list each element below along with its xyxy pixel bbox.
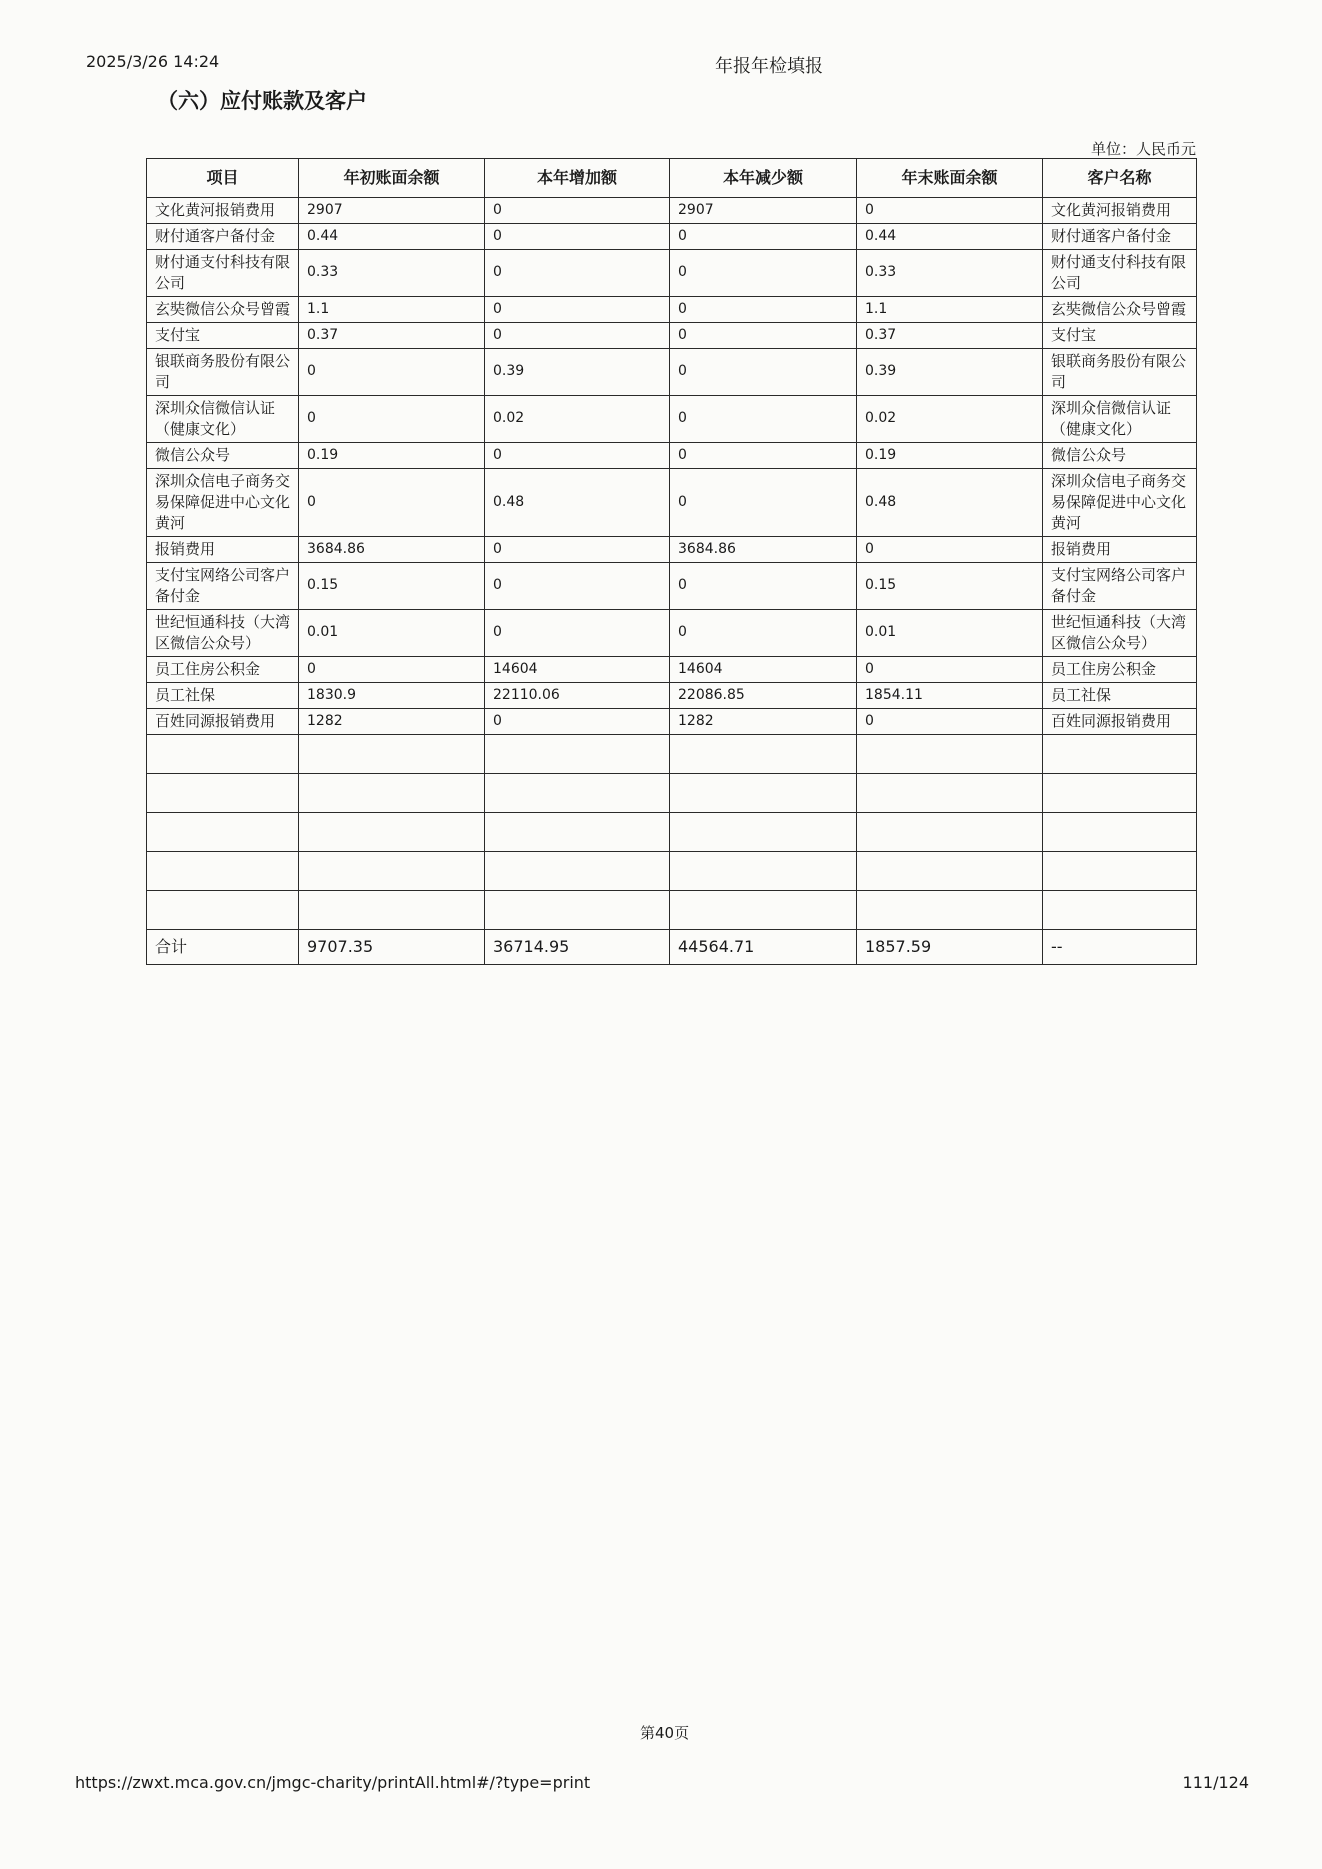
increase-cell: 0 xyxy=(485,443,670,469)
closing-balance-cell: 0.02 xyxy=(857,396,1043,443)
decrease-cell: 0 xyxy=(670,349,857,396)
increase-cell: 0 xyxy=(485,563,670,610)
item-cell: 文化黄河报销费用 xyxy=(147,198,299,224)
customer-cell: 世纪恒通科技（大湾区微信公众号） xyxy=(1043,610,1197,657)
print-date: 2025/3/26 14:24 xyxy=(86,52,220,71)
decrease-cell: 0 xyxy=(670,563,857,610)
decrease-cell: 0 xyxy=(670,396,857,443)
closing-balance-cell: 0.48 xyxy=(857,469,1043,537)
item-cell: 微信公众号 xyxy=(147,443,299,469)
column-header: 本年减少额 xyxy=(670,159,857,198)
customer-cell: 百姓同源报销费用 xyxy=(1043,709,1197,735)
total-label: 合计 xyxy=(147,930,299,965)
table-row xyxy=(147,198,1197,224)
empty-row xyxy=(147,852,1197,891)
closing-balance-cell: 0.19 xyxy=(857,443,1043,469)
table-row xyxy=(147,224,1197,250)
item-cell: 财付通客户备付金 xyxy=(147,224,299,250)
increase-cell: 0 xyxy=(485,198,670,224)
closing-balance-cell: 0 xyxy=(857,709,1043,735)
customer-cell: 财付通支付科技有限公司 xyxy=(1043,250,1197,297)
footer-page-count: 111/124 xyxy=(1182,1773,1249,1792)
column-header: 年末账面余额 xyxy=(857,159,1043,198)
section-title: （六）应付账款及客户 xyxy=(157,89,367,113)
increase-cell: 0 xyxy=(485,297,670,323)
increase-cell: 0 xyxy=(485,323,670,349)
opening-balance-cell: 3684.86 xyxy=(299,537,485,563)
total-row xyxy=(147,930,1197,965)
opening-balance-cell: 1.1 xyxy=(299,297,485,323)
closing-balance-cell: 0 xyxy=(857,198,1043,224)
decrease-cell: 14604 xyxy=(670,657,857,683)
column-header: 年初账面余额 xyxy=(299,159,485,198)
table-header-row xyxy=(147,159,1197,198)
column-header: 客户名称 xyxy=(1043,159,1197,198)
item-cell: 员工社保 xyxy=(147,683,299,709)
column-header: 本年增加额 xyxy=(485,159,670,198)
customer-cell: 银联商务股份有限公司 xyxy=(1043,349,1197,396)
opening-balance-cell: 0 xyxy=(299,657,485,683)
closing-balance-cell: 0.39 xyxy=(857,349,1043,396)
decrease-cell: 2907 xyxy=(670,198,857,224)
item-cell: 支付宝 xyxy=(147,323,299,349)
decrease-cell: 3684.86 xyxy=(670,537,857,563)
opening-balance-cell: 0.15 xyxy=(299,563,485,610)
empty-row xyxy=(147,813,1197,852)
closing-balance-cell: 0.37 xyxy=(857,323,1043,349)
increase-cell: 0 xyxy=(485,250,670,297)
increase-cell: 0 xyxy=(485,610,670,657)
item-cell: 财付通支付科技有限公司 xyxy=(147,250,299,297)
decrease-cell: 0 xyxy=(670,224,857,250)
table-row xyxy=(147,683,1197,709)
decrease-cell: 0 xyxy=(670,250,857,297)
closing-balance-cell: 0.33 xyxy=(857,250,1043,297)
empty-row xyxy=(147,774,1197,813)
table-row xyxy=(147,537,1197,563)
customer-cell: 员工住房公积金 xyxy=(1043,657,1197,683)
closing-balance-cell: 0.01 xyxy=(857,610,1043,657)
unit-label: 单位：人民币元 xyxy=(1090,140,1196,158)
item-cell: 深圳众信电子商务交易保障促进中心文化黄河 xyxy=(147,469,299,537)
customer-cell: 财付通客户备付金 xyxy=(1043,224,1197,250)
customer-cell: 员工社保 xyxy=(1043,683,1197,709)
total-increase: 36714.95 xyxy=(485,930,670,965)
table-row xyxy=(147,563,1197,610)
customer-cell: 深圳众信微信认证（健康文化） xyxy=(1043,396,1197,443)
decrease-cell: 1282 xyxy=(670,709,857,735)
table-row xyxy=(147,323,1197,349)
closing-balance-cell: 1.1 xyxy=(857,297,1043,323)
item-cell: 支付宝网络公司客户备付金 xyxy=(147,563,299,610)
item-cell: 员工住房公积金 xyxy=(147,657,299,683)
table-row xyxy=(147,396,1197,443)
opening-balance-cell: 0.37 xyxy=(299,323,485,349)
total-closing: 1857.59 xyxy=(857,930,1043,965)
item-cell: 银联商务股份有限公司 xyxy=(147,349,299,396)
decrease-cell: 0 xyxy=(670,443,857,469)
closing-balance-cell: 1854.11 xyxy=(857,683,1043,709)
closing-balance-cell: 0.44 xyxy=(857,224,1043,250)
customer-cell: 报销费用 xyxy=(1043,537,1197,563)
item-cell: 报销费用 xyxy=(147,537,299,563)
increase-cell: 0 xyxy=(485,224,670,250)
customer-cell: 文化黄河报销费用 xyxy=(1043,198,1197,224)
decrease-cell: 0 xyxy=(670,469,857,537)
increase-cell: 14604 xyxy=(485,657,670,683)
opening-balance-cell: 0 xyxy=(299,349,485,396)
empty-row xyxy=(147,891,1197,930)
closing-balance-cell: 0.15 xyxy=(857,563,1043,610)
opening-balance-cell: 0.01 xyxy=(299,610,485,657)
table-body xyxy=(147,198,1197,735)
payables-table xyxy=(146,158,1197,965)
empty-row xyxy=(147,735,1197,774)
increase-cell: 0 xyxy=(485,537,670,563)
increase-cell: 0.39 xyxy=(485,349,670,396)
customer-cell: 深圳众信电子商务交易保障促进中心文化黄河 xyxy=(1043,469,1197,537)
table-row xyxy=(147,297,1197,323)
opening-balance-cell: 0.33 xyxy=(299,250,485,297)
increase-cell: 0.02 xyxy=(485,396,670,443)
increase-cell: 0.48 xyxy=(485,469,670,537)
opening-balance-cell: 1282 xyxy=(299,709,485,735)
opening-balance-cell: 1830.9 xyxy=(299,683,485,709)
item-cell: 深圳众信微信认证（健康文化） xyxy=(147,396,299,443)
opening-balance-cell: 0.44 xyxy=(299,224,485,250)
item-cell: 世纪恒通科技（大湾区微信公众号） xyxy=(147,610,299,657)
table-row xyxy=(147,709,1197,735)
opening-balance-cell: 0 xyxy=(299,469,485,537)
footer-url: https://zwxt.mca.gov.cn/jmgc-charity/printAll.html#/?type=print xyxy=(75,1773,591,1792)
customer-cell: 玄奘微信公众号曾霞 xyxy=(1043,297,1197,323)
closing-balance-cell: 0 xyxy=(857,657,1043,683)
opening-balance-cell: 0 xyxy=(299,396,485,443)
table-row xyxy=(147,469,1197,537)
opening-balance-cell: 2907 xyxy=(299,198,485,224)
opening-balance-cell: 0.19 xyxy=(299,443,485,469)
print-header-title: 年报年检填报 xyxy=(715,56,823,77)
table-row xyxy=(147,443,1197,469)
item-cell: 百姓同源报销费用 xyxy=(147,709,299,735)
column-header: 项目 xyxy=(147,159,299,198)
closing-balance-cell: 0 xyxy=(857,537,1043,563)
increase-cell: 22110.06 xyxy=(485,683,670,709)
decrease-cell: 22086.85 xyxy=(670,683,857,709)
item-cell: 玄奘微信公众号曾霞 xyxy=(147,297,299,323)
table-row xyxy=(147,250,1197,297)
decrease-cell: 0 xyxy=(670,297,857,323)
customer-cell: 支付宝 xyxy=(1043,323,1197,349)
table-row xyxy=(147,610,1197,657)
total-customer: -- xyxy=(1043,930,1197,965)
page-number: 第40页 xyxy=(640,1724,690,1742)
total-decrease: 44564.71 xyxy=(670,930,857,965)
decrease-cell: 0 xyxy=(670,610,857,657)
table-row xyxy=(147,349,1197,396)
table-row xyxy=(147,657,1197,683)
customer-cell: 支付宝网络公司客户备付金 xyxy=(1043,563,1197,610)
customer-cell: 微信公众号 xyxy=(1043,443,1197,469)
total-opening: 9707.35 xyxy=(299,930,485,965)
decrease-cell: 0 xyxy=(670,323,857,349)
increase-cell: 0 xyxy=(485,709,670,735)
